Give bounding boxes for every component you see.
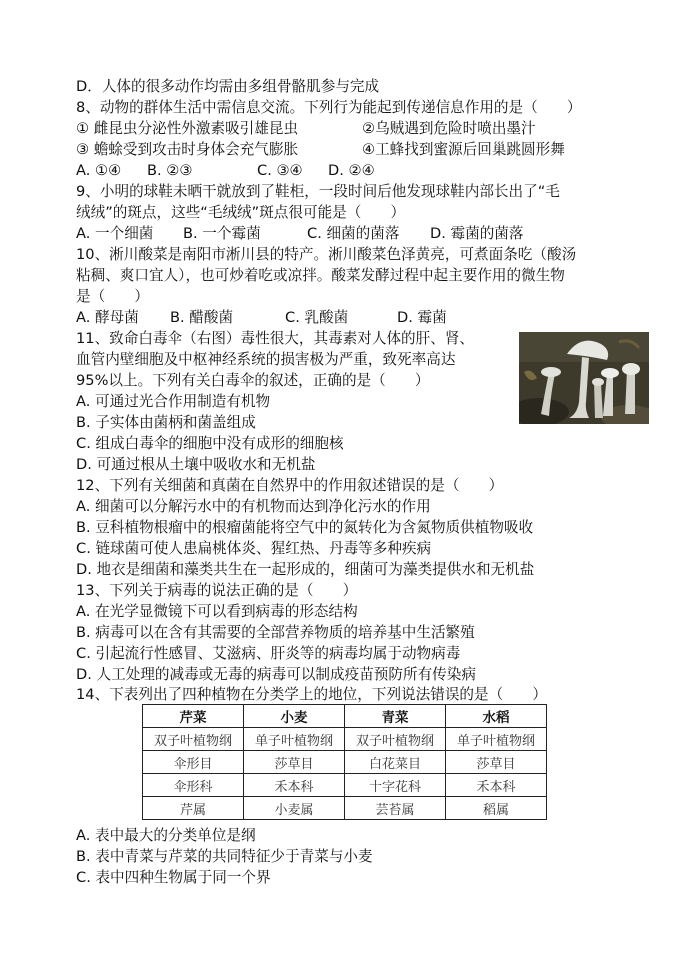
q13-option-a: A. 在光学显微镜下可以看到病毒的形态结构 [76, 603, 358, 620]
table-cell: 莎草目 [244, 751, 345, 774]
q11-option-c: C. 组成白毒伞的细胞中没有成形的细胞核 [76, 435, 344, 452]
table-cell: 稻属 [446, 797, 547, 820]
table-cell: 禾本科 [446, 774, 547, 797]
q8-statement-2: ②乌贼遇到危险时喷出墨汁 [362, 120, 536, 137]
table-header-cell: 水稻 [446, 705, 547, 728]
table-cell: 单子叶植物纲 [446, 728, 547, 751]
q12-stem: 12、下列有关细菌和真菌在自然界中的作用叙述错误的是（ ） [76, 477, 504, 494]
q10-option-a: A. 酵母菌 [76, 309, 139, 326]
q8-statement-3: ③ 蟾蜍受到攻击时身体会充气膨胀 [76, 141, 299, 158]
q14-option-b: B. 表中青菜与芹菜的共同特征少于青菜与小麦 [76, 848, 373, 865]
q11-stem-line2: 血管内壁细胞及中枢神经系统的损害极为严重，致死率高达 [76, 351, 456, 368]
q12-option-c: C. 链球菌可使人患扁桃体炎、猩红热、丹毒等多种疾病 [76, 540, 432, 557]
q8-option-d: D. ②④ [328, 162, 375, 179]
q9-stem-line1: 9、小明的球鞋未晒干就放到了鞋柜，一段时间后他发现球鞋内部长出了“毛 [76, 183, 560, 200]
table-cell: 小麦属 [244, 797, 345, 820]
q8-option-a: A. ①④ [76, 162, 122, 179]
q14-option-a: A. 表中最大的分类单位是纲 [76, 827, 256, 844]
q11-stem-line1: 11、致命白毒伞（右图）毒性很大，其毒素对人体的肝、肾、 [76, 330, 475, 347]
table-row [143, 728, 547, 751]
table-row [143, 774, 547, 797]
table-cell: 十字花科 [345, 774, 446, 797]
table-cell: 双子叶植物纲 [345, 728, 446, 751]
q8-option-b: B. ②③ [147, 162, 193, 179]
q13-option-d: D. 人工处理的减毒或无毒的病毒可以制成疫苗预防所有传染病 [76, 666, 476, 683]
q13-option-b: B. 病毒可以在含有其需要的全部营养物质的培养基中生活繁殖 [76, 624, 475, 641]
q9-stem-line2: 绒绒”的斑点，这些“毛绒绒”斑点很可能是（ ） [76, 204, 406, 221]
table-cell: 双子叶植物纲 [143, 728, 244, 751]
table-cell: 白花菜目 [345, 751, 446, 774]
q8-stem: 8、动物的群体生活中需信息交流。下列行为能起到传递信息作用的是（ ） [76, 99, 582, 116]
q8-statement-1: ① 雌昆虫分泌性外激素吸引雄昆虫 [76, 120, 299, 137]
q14-stem: 14、下表列出了四种植物在分类学上的地位，下列说法错误的是（ ） [76, 686, 547, 703]
table-header-row [143, 705, 547, 728]
q9-option-d: D. 霉菌的菌落 [430, 225, 524, 242]
table-row [143, 751, 547, 774]
q10-option-c: C. 乳酸菌 [285, 309, 349, 326]
q10-option-b: B. 醋酸菌 [170, 309, 234, 326]
table-row [143, 797, 547, 820]
table-header-cell: 小麦 [244, 705, 345, 728]
table-cell: 芹属 [143, 797, 244, 820]
q7-option-d: D．人体的很多动作均需由多组骨骼肌参与完成 [76, 78, 380, 95]
q10-stem-line1: 10、淅川酸菜是南阳市淅川县的特产。淅川酸菜色泽黄亮，可煮面条吃（酸汤 [76, 246, 577, 263]
q11-stem-line3: 95%以上。下列有关白毒伞的叙述，正确的是（ ） [76, 372, 430, 389]
q12-option-a: A. 细菌可以分解污水中的有机物而达到净化污水的作用 [76, 498, 431, 515]
table-header-cell: 芹菜 [143, 705, 244, 728]
q9-option-b: B. 一个霉菌 [183, 225, 261, 242]
table-cell: 禾本科 [244, 774, 345, 797]
q9-option-c: C. 细菌的菌落 [307, 225, 400, 242]
q11-option-a: A. 可通过光合作用制造有机物 [76, 393, 271, 410]
q12-option-b: B. 豆科植物根瘤中的根瘤菌能将空气中的氮转化为含氮物质供植物吸收 [76, 519, 534, 536]
q9-option-a: A. 一个细菌 [76, 225, 154, 242]
table-cell: 芸苔属 [345, 797, 446, 820]
q13-option-c: C. 引起流行性感冒、艾滋病、肝炎等的病毒均属于动物病毒 [76, 645, 461, 662]
table-cell: 莎草目 [446, 751, 547, 774]
table-header-cell: 青菜 [345, 705, 446, 728]
q11-option-b: B. 子实体由菌柄和菌盖组成 [76, 414, 256, 431]
q8-option-c: C. ③④ [257, 162, 303, 179]
q10-option-d: D. 霉菌 [397, 309, 447, 326]
table-cell: 单子叶植物纲 [244, 728, 345, 751]
q10-stem-line2: 粘稠、爽口宜人），也可炒着吃或凉拌。酸菜发酵过程中起主要作用的微生物 [76, 267, 565, 284]
q14-option-c: C. 表中四种生物属于同一个界 [76, 869, 271, 886]
q10-stem-line3: 是（ ） [76, 288, 149, 305]
death-cap-mushroom-photo [519, 332, 649, 424]
table-cell: 伞形科 [143, 774, 244, 797]
q12-option-d: D. 地衣是细菌和藻类共生在一起形成的，细菌可为藻类提供水和无机盐 [76, 561, 535, 578]
classification-table [142, 704, 547, 820]
q8-statement-4: ④工蜂找到蜜源后回巢跳圆形舞 [362, 141, 565, 158]
table-cell: 伞形目 [143, 751, 244, 774]
q11-option-d: D. 可通过根从土壤中吸收水和无机盐 [76, 456, 316, 473]
q13-stem: 13、下列关于病毒的说法正确的是（ ） [76, 582, 358, 599]
